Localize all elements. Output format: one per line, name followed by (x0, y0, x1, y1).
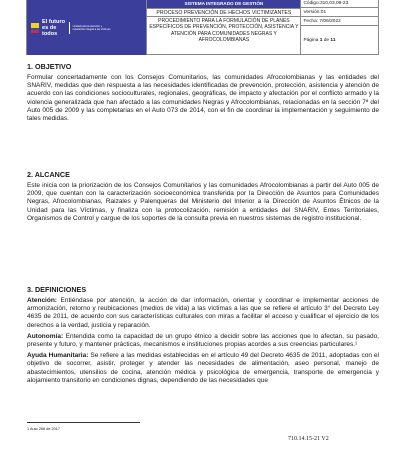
institution-logo (27, 0, 147, 55)
section-title: 1. OBJETIVO (27, 62, 72, 71)
definition-item (27, 333, 379, 349)
definition-text: Se refiere a las medidas establecidas en el artículo 49 del Decreto 4635 de 2011, adoptadas con el objetivo de socorrer, asistir, proteger y atender las necesidades de alimentación, aseo personal, manejo de abastecimientos, utensilios de cocina, atención médica y psicológica de emergencia, transporte de emergencia y alojamiento transitorio en condiciones dignas, dependiendo de las necesidades que (27, 352, 379, 384)
logo-divider (69, 22, 70, 34)
definition-text: Entiéndase por atención, la acción de dar información, orientar y coordinar e implementar acciones de armonización, retorno y reubicaciones (medios de vida) a las víctimas a las que se refiere el artículo 3° del Decreto Ley 4635 de 2011, de acuerdo con sus características culturales con miras a facilitar el acceso y cualificar el ejercicio de los derechos a la verdad, justicia y reparación. (27, 297, 379, 329)
section-title: 3. DEFINICIONES (27, 285, 87, 294)
definition-item (27, 352, 379, 385)
section-definiciones (27, 285, 379, 388)
document-date: Fecha: 7/06/2022 (301, 17, 378, 26)
logo-subtitle: Unidad para la atención y reparación integral a las víctimas (72, 24, 111, 31)
system-label: SISTEMA INTEGRADO DE GESTIÓN (147, 0, 300, 8)
colombia-flag-icon (31, 23, 39, 33)
page-number: 1 (319, 38, 323, 43)
section-text: Este inicia con la priorización de los Consejos Comunitarios y las comunidades Afrocolombianas a partir del Auto 005 de 2009, que cuentan con la caracterización socioeconómica transferida por la Dirección de Asuntos para Comunidades Negras, Afrocolombianas, Raizales y Palenqueras del Ministerio del Interior a la Dirección de Asuntos Étnicos de la Unidad para las Víctimas, y finaliza con la protocolización, remisión a entidades del SNARIV, Entes Territoriales, Organismos de Control y cargue de los soportes de la consulta previa en nuestros sistemas de registro institucional. (27, 182, 379, 222)
logo-title: El futuro es de todos (42, 18, 65, 37)
header-title-block (147, 0, 301, 55)
page-total: 11 (330, 38, 336, 43)
definition-item (27, 297, 379, 330)
section-title: 2. ALCANCE (27, 170, 70, 179)
section-alcance (27, 170, 379, 223)
definition-text: Entendida como la capacidad de un grupo étnico a decidir sobre las acciones que lo afectan, su pasado, presente y futuro, y mantener prácticas, mecanismos e instituciones propias acordes a sus creencias particulares.¹ (27, 332, 379, 349)
page-mid: de (323, 38, 330, 43)
footnote: 1 Auto 266 de 2017 (27, 427, 60, 431)
section-text: Formular concertadamente con los Consejos Comunitarios, las comunidades Afrocolombianas y las entidades del SNARIV, medidas que den respuesta a las necesidades identificadas de prevención, protección, asistencia y atención de acuerdo con las condiciones socioculturales, regionales, geográficas, de impacto y afectación por el conflicto armado y la violencia generalizada que han afectado a las comunidades Negras y Afrocolombianas, relacionadas en la sección 7ª del Auto 005 de 2009 y las completarias en el Auto 073 de 2014, con el fin de coordinar la implementación y seguimiento de tales medidas. (27, 74, 379, 123)
header-meta-block (301, 0, 378, 55)
page-prefix: Página (303, 38, 319, 43)
definition-term: Ayuda Humanitaria: (27, 352, 89, 360)
footnote-divider (27, 422, 140, 423)
procedure-name: PROCEDIMIENTO PARA LA FORMULACIÓN DE PLANES ESPECÍFICOS DE PREVENCIÓN, PROTECCIÓN, ASISTENCIA Y ATENCIÓN PARA COMUNIDADES NEGRAS Y AFROCOLOMBIANAS (149, 18, 299, 44)
definition-term: Atención: (27, 297, 57, 304)
document-header-table (26, 0, 379, 55)
section-objetivo (27, 62, 379, 123)
process-name: PROCESO PREVENCIÓN DE HECHOS VICTIMIZANTES (147, 8, 300, 17)
footer-code: 710.14.15-21 V2 (288, 436, 329, 442)
document-version: Versión:01 (301, 8, 378, 17)
page-indicator (301, 26, 378, 55)
document-code: Código:310,03,08-23 (301, 0, 378, 8)
definition-term: Autonomía: (27, 332, 64, 340)
